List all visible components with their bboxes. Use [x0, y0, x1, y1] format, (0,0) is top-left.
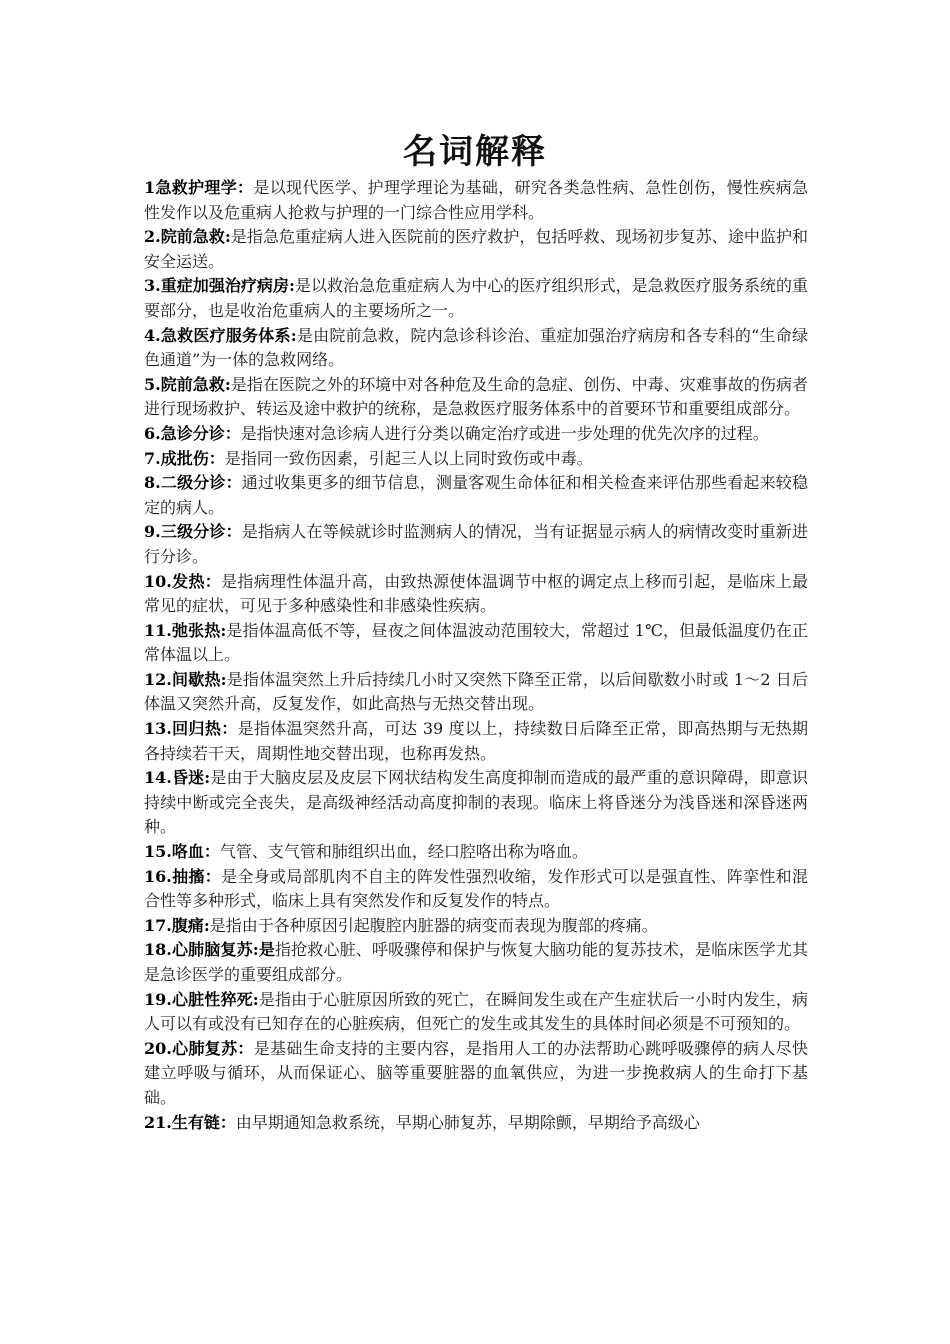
glossary-entry — [144, 938, 808, 987]
glossary-entry — [144, 422, 808, 447]
glossary-term: 14.昏迷: — [144, 768, 211, 788]
glossary-list — [144, 176, 808, 1135]
glossary-entry — [144, 668, 808, 717]
glossary-term: 17.腹痛: — [144, 915, 210, 935]
glossary-term: 3.重症加强治疗病房: — [144, 276, 295, 296]
glossary-definition: 是指由于各种原因引起腹腔内脏器的病变而表现为腹部的疼痛。 — [209, 915, 658, 935]
glossary-term: 8.二级分诊： — [144, 473, 242, 493]
glossary-entry — [144, 471, 808, 520]
glossary-term: 2.院前急救: — [144, 227, 231, 247]
glossary-entry — [144, 1111, 808, 1136]
glossary-term: 20.心肺复苏： — [144, 1038, 254, 1058]
glossary-term: 5.院前急救: — [144, 374, 231, 394]
glossary-entry — [144, 447, 808, 472]
glossary-definition: 是以现代医学、护理学理论为基础，研究各类急性病、急性创伤，慢性疾病急性发作以及危重病人抢救与护理的一门综合性应用学科。 — [144, 178, 808, 222]
glossary-definition: 是指急危重症病人进入医院前的医疗救护，包括呼救、现场初步复苏、途中监护和安全运送。 — [144, 227, 808, 271]
glossary-entry — [144, 176, 808, 225]
glossary-term: 10.发热： — [144, 571, 222, 591]
glossary-entry — [144, 520, 808, 569]
glossary-definition: 是全身或局部肌肉不自主的阵发性强烈收缩，发作形式可以是强直性、阵挛性和混合性等多种形式，临床上具有突然发作和反复发作的特点。 — [144, 866, 808, 911]
glossary-definition: 是指病理性体温升高，由致热源使体温调节中枢的调定点上移而引起，是临床上最常见的症状，可见于多种感染性和非感染性疾病。 — [144, 571, 808, 616]
glossary-entry — [144, 914, 808, 939]
glossary-entry — [144, 570, 808, 619]
glossary-term: 19.心脏性猝死: — [144, 989, 259, 1009]
glossary-entry — [144, 766, 808, 840]
glossary-term: 18.心肺脑复苏:是 — [144, 940, 275, 960]
glossary-term: 9.三级分诊： — [144, 522, 242, 542]
glossary-definition: 是由于大脑皮层及皮层下网状结构发生高度抑制而造成的最严重的意识障碍，即意识持续中断或完全丧失，是高级神经活动高度抑制的表现。临床上将昏迷分为浅昏迷和深昏迷两种。 — [144, 768, 808, 837]
glossary-entry — [144, 988, 808, 1037]
glossary-entry — [144, 619, 808, 668]
glossary-term: 15.咯血： — [144, 842, 220, 862]
glossary-entry — [144, 1037, 808, 1111]
glossary-definition: 气管、支气管和肺组织出血，经口腔咯出称为咯血。 — [219, 842, 588, 862]
glossary-definition: 是指体温高低不等，昼夜之间体温波动范围较大，常超过 1℃，但最低温度仍在正常体温以上。 — [144, 620, 808, 665]
glossary-term: 1急救护理学： — [144, 178, 254, 197]
glossary-definition: 由早期通知急救系统，早期心肺复苏，早期除颤，早期给予高级心 — [235, 1112, 700, 1132]
glossary-definition: 是指在医院之外的环境中对各种危及生命的急症、创伤、中毒、灾难事故的伤病者进行现场救护、转运及途中救护的统称，是急救医疗服务体系中的首要环节和重要组成部分。 — [144, 374, 808, 419]
glossary-definition: 是指由于心脏原因所致的死亡，在瞬间发生或在产生症状后一小时内发生，病人可以有或没有已知存在的心脏疾病，但死亡的发生或其发生的具体时间必须是不可预知的。 — [144, 989, 808, 1034]
glossary-term: 12.间歇热: — [144, 669, 227, 689]
glossary-definition: 指抢救心脏、呼吸骤停和保护与恢复大脑功能的复苏技术，是临床医学尤其是急诊医学的重要组成部分。 — [144, 940, 808, 984]
glossary-term: 4.急救医疗服务体系: — [144, 325, 297, 345]
glossary-term: 7.成批伤： — [144, 448, 225, 468]
glossary-entry — [144, 225, 808, 274]
glossary-entry — [144, 840, 808, 865]
glossary-term: 21.生有链： — [144, 1112, 236, 1132]
glossary-definition: 是以救治急危重症病人为中心的医疗组织形式，是急救医疗服务系统的重要部分，也是收治危重病人的主要场所之一。 — [144, 276, 808, 320]
glossary-definition: 是指病人在等候就诊时监测病人的情况，当有证据显示病人的病情改变时重新进行分诊。 — [144, 522, 808, 566]
glossary-term: 13.回归热： — [144, 719, 238, 739]
glossary-definition: 是指体温突然上升后持续几小时又突然下降至正常，以后间歇数小时或 1～2 日后体温又突然升高，反复发作，如此高热与无热交替出现。 — [144, 669, 808, 714]
glossary-definition: 是指快速对急诊病人进行分类以确定治疗或进一步处理的优先次序的过程。 — [240, 423, 769, 443]
glossary-term: 16.抽搐： — [144, 866, 222, 886]
glossary-definition: 是指体温突然升高，可达 39 度以上，持续数日后降至正常，即高热期与无热期各持续若干天，周期性地交替出现，也称再发热。 — [144, 719, 808, 763]
glossary-entry — [144, 373, 808, 422]
glossary-term: 11.弛张热: — [144, 620, 227, 640]
glossary-entry — [144, 324, 808, 373]
glossary-definition: 通过收集更多的细节信息，测量客观生命体征和相关检查来评估那些看起来较稳定的病人。 — [144, 473, 808, 517]
glossary-definition: 是指同一致伤因素，引起三人以上同时致伤或中毒。 — [224, 448, 593, 468]
glossary-definition: 是基础生命支持的主要内容，是指用人工的办法帮助心跳呼吸骤停的病人尽快建立呼吸与循环，从而保证心、脑等重要脏器的血氧供应，为进一步挽救病人的生命打下基础。 — [144, 1038, 808, 1107]
glossary-entry — [144, 865, 808, 914]
page-title: 名词解释 — [403, 132, 547, 172]
glossary-entry — [144, 274, 808, 323]
glossary-definition: 是由院前急救，院内急诊科诊治、重症加强治疗病房和各专科的“生命绿色通道”为一体的急救网络。 — [144, 325, 808, 370]
glossary-term: 6.急诊分诊： — [144, 423, 241, 443]
glossary-entry — [144, 717, 808, 766]
